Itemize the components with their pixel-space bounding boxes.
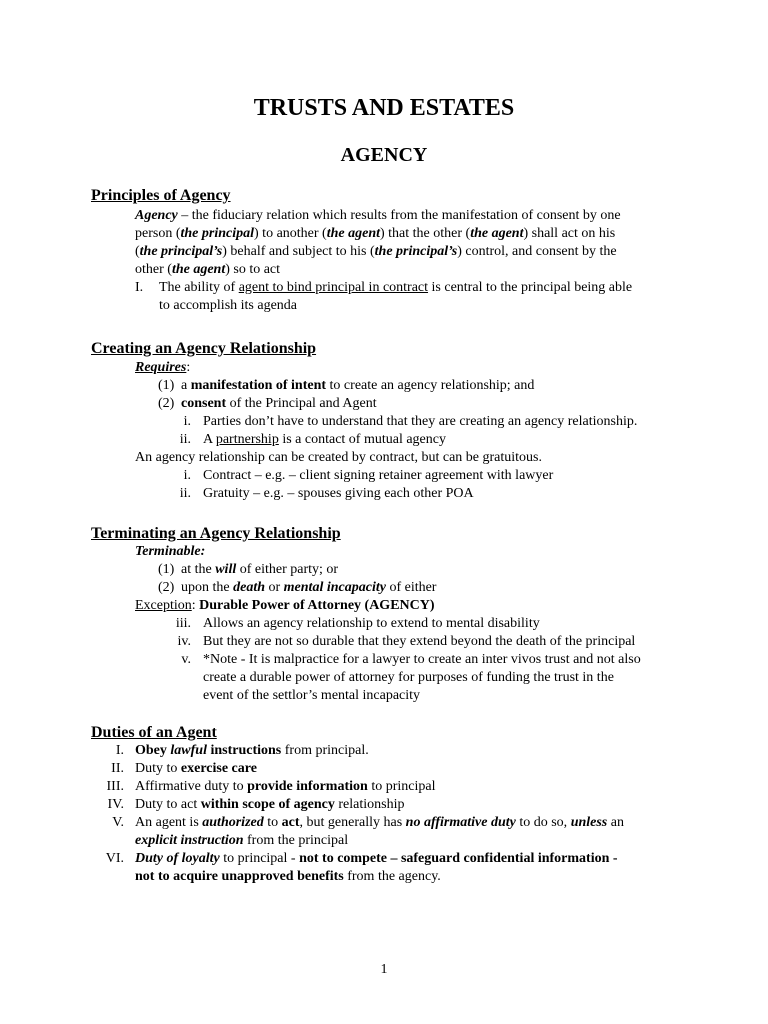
bold-text: provide information [247,779,368,794]
text: ) to another ( [254,226,327,241]
heading-duties-of-agent: Duties of an Agent [91,724,217,741]
list-number: II. [111,761,124,776]
text: ) so to act [225,262,281,277]
text: ( [135,244,140,259]
text: to principal - [219,851,300,866]
list-item-line-2 [135,832,348,850]
roman-number: iv. [177,634,191,649]
bold-text: within scope of agency [200,797,335,812]
definition-line-4 [135,261,280,279]
list-number: I. [115,743,124,758]
list-item-line-1: *Note - It is malpractice for a lawyer to create an inter vivos trust and not also [203,652,641,667]
definition-line-1 [135,207,621,225]
bold-text: Durable Power of Attorney (AGENCY) [199,598,435,613]
requires-text: Requires [135,360,187,375]
roman-number: ii. [179,486,191,501]
list-item-line-3: event of the settlor’s mental incapacity [203,688,421,703]
list-number: IV. [107,797,124,812]
terminable-text: Terminable: [135,544,206,559]
page-number: 1 [380,962,388,977]
text: of either party; or [236,562,339,577]
text: to create an agency relationship; and [326,378,535,393]
list-item [181,395,377,413]
text: – the fiduciary relation which results from the manifestation of consent by one [177,208,621,223]
exception-line [135,597,435,615]
text: is a contact of mutual agency [278,432,446,447]
heading-creating-agency: Creating an Agency Relationship [91,340,317,357]
text: ) behalf and subject to his ( [222,244,375,259]
bold-text: not to compete – safeguard confidential information - [299,851,618,866]
text: The ability of [159,280,239,295]
heading-terminating-agency: Terminating an Agency Relationship [91,525,341,542]
emphasis: the principal [180,226,255,241]
emphasis: explicit instruction [135,833,244,848]
text: to do so, [515,815,571,830]
list-item [135,778,435,796]
list-item-line-1 [159,279,632,297]
list-item: Gratuity – e.g. – spouses giving each other POA [203,486,474,501]
text: to principal [367,779,436,794]
document-title: TRUSTS AND ESTATES [253,95,515,121]
list-item-line-2: create a durable power of attorney for purposes of funding the trust in the [203,670,614,685]
bold-text: act [281,815,300,830]
emphasis: Duty of loyalty [135,851,220,866]
list-number: (1) [158,378,175,393]
list-number: (1) [158,562,175,577]
emphasis: the agent [171,262,226,277]
text: person ( [135,226,181,241]
list-item [135,760,257,778]
definition-term: Agency [135,208,178,223]
list-number: III. [106,779,124,794]
text: from the principal [243,833,349,848]
text: : [191,598,200,613]
heading-principles-of-agency: Principles of Agency [91,187,231,204]
list-item [135,742,369,760]
emphasis: the agent [326,226,380,241]
emphasis: lawful [170,743,207,758]
emphasis: mental incapacity [283,580,386,595]
emphasis: the principal’s [139,244,223,259]
emphasis: no affirmative duty [405,815,516,830]
text: or [265,580,284,595]
text: other ( [135,262,172,277]
requires-label [135,359,190,377]
underlined-text: partnership [215,432,279,447]
roman-number: i. [183,414,191,429]
emphasis: unless [570,815,608,830]
emphasis: the principal’s [374,244,458,259]
underlined-text: Exception [135,598,192,613]
bold-text: not to acquire unapproved benefits [135,869,344,884]
bold-text: instructions [206,743,282,758]
text: from the agency. [343,869,441,884]
list-item [203,431,446,449]
bold-text: Obey [135,743,171,758]
text: An agent is [135,815,203,830]
roman-number: i. [183,468,191,483]
emphasis: authorized [202,815,264,830]
list-item-line-2: to accomplish its agenda [159,298,298,313]
roman-number: iii. [175,616,191,631]
list-item [181,579,436,597]
text: A [203,432,216,447]
list-number: I. [135,280,144,295]
text: relationship [334,797,405,812]
definition-line-2 [135,225,615,243]
text: ) shall act on his [523,226,616,241]
terminable-label [135,543,205,561]
list-item: Parties don’t have to understand that they are creating an agency relationship. [203,414,638,429]
list-item-line-2 [135,868,441,886]
list-number: V. [112,815,124,830]
text: upon the [181,580,234,595]
list-item-line-1 [135,814,624,832]
roman-number: v. [181,652,191,667]
text: is central to the principal being able [428,280,633,295]
text: a [181,378,191,393]
text: ) that the other ( [380,226,471,241]
text: Affirmative duty to [135,779,248,794]
text: at the [181,562,216,577]
list-number: (2) [158,580,175,595]
list-item [181,561,338,579]
text: , but generally has [299,815,406,830]
bold-text: consent [181,396,227,411]
bold-text: exercise care [180,761,257,776]
roman-number: ii. [179,432,191,447]
text: of either [385,580,437,595]
text: ) control, and consent by the [457,244,617,259]
text: of the Principal and Agent [226,396,377,411]
list-item: Contract – e.g. – client signing retainer agreement with lawyer [203,468,554,483]
text: Duty to [135,761,181,776]
bold-text: manifestation of intent [190,378,327,393]
emphasis: the agent [470,226,524,241]
list-item-line-1 [135,850,618,868]
list-item [135,796,405,814]
text: : [186,360,191,375]
list-number: VI. [105,851,124,866]
document-subtitle: AGENCY [340,144,428,166]
list-number: (2) [158,396,175,411]
text: Duty to act [135,797,201,812]
text: to [263,815,282,830]
paragraph: An agency relationship can be created by contract, but can be gratuitous. [135,450,543,465]
text: an [607,815,624,830]
emphasis: death [233,580,265,595]
emphasis: will [215,562,237,577]
list-item: But they are not so durable that they extend beyond the death of the principal [203,634,636,649]
underlined-text: agent to bind principal in contract [238,280,429,295]
list-item: Allows an agency relationship to extend to mental disability [203,616,540,631]
list-item [181,377,534,395]
definition-line-3 [135,243,617,261]
text: from principal. [281,743,369,758]
